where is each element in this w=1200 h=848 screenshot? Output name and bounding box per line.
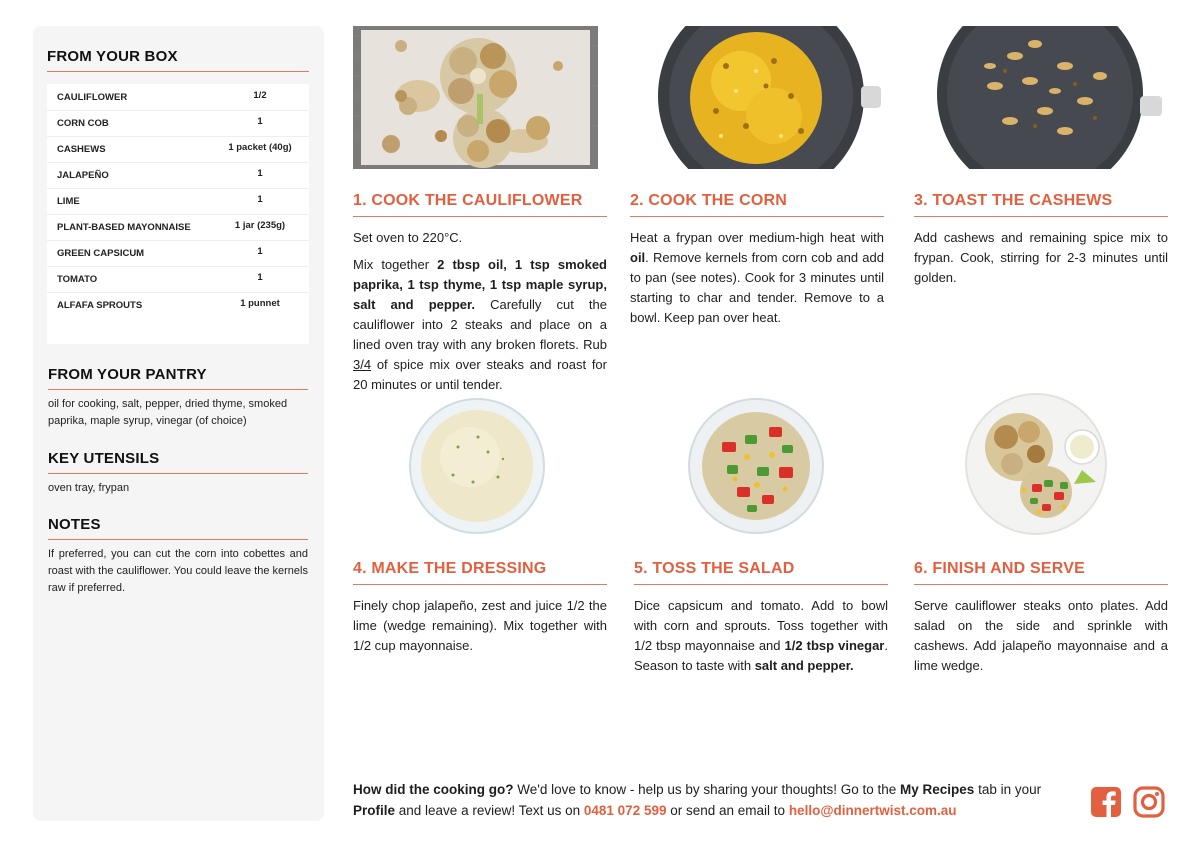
instagram-icon[interactable] (1133, 786, 1165, 818)
ingredient-qty: 1/2 (253, 90, 267, 101)
step-3-text: Add cashews and remaining spice mix to frypan. Cook, stirring for 2-3 minutes until golden. (914, 230, 1168, 285)
step-5-d: salt and pepper. (754, 658, 854, 673)
dressing-bowl-photo (408, 397, 546, 535)
step-5-b: 1/2 tbsp vinegar (784, 638, 885, 653)
footer-text-1: We'd love to know - help us by sharing your thoughts! Go to the (513, 782, 901, 797)
ingredient-name: GREEN CAPSICUM (57, 248, 145, 259)
step-1-e: of spice mix over steaks and roast for 20 minutes or until tender. (353, 357, 607, 392)
cauliflower-tray-photo (353, 26, 598, 169)
table-row (47, 266, 309, 293)
table-row (47, 240, 309, 267)
salad-bowl-photo (687, 397, 825, 535)
table-row (47, 136, 309, 163)
ingredient-name: PLANT-BASED MAYONNAISE (57, 222, 191, 233)
section-rule (48, 389, 308, 390)
table-row (47, 214, 309, 241)
pantry-title: FROM YOUR PANTRY (48, 366, 207, 383)
step-2-title: 2. COOK THE CORN (630, 192, 787, 209)
ingredient-qty: 1 packet (40g) (228, 142, 292, 153)
ingredients-table (47, 84, 309, 344)
step-1-oven: Set oven to 220°C. (353, 230, 463, 245)
phone-link[interactable]: 0481 072 599 (583, 803, 667, 818)
section-rule (47, 71, 309, 72)
step-5-title: 5. TOSS THE SALAD (634, 560, 795, 577)
step-1-instructions (353, 255, 607, 395)
step-1-b: 2 tbsp oil, 1 tsp smoked paprika, 1 tsp thyme, 1 tsp maple syrup, salt and pepper. (353, 257, 607, 312)
notes-title: NOTES (48, 516, 101, 533)
table-row (47, 110, 309, 137)
table-row (47, 84, 309, 111)
facebook-icon[interactable] (1090, 786, 1122, 818)
ingredient-qty: 1 jar (235g) (234, 220, 286, 231)
footer-text-4: or send an email to (666, 803, 789, 818)
ingredients-sidebar (33, 26, 324, 821)
ingredient-qty: 1 punnet (240, 298, 280, 309)
step-rule (914, 216, 1168, 217)
utensils-text: oven tray, frypan (48, 482, 130, 494)
step-rule (630, 216, 884, 217)
utensils-title: KEY UTENSILS (48, 450, 160, 467)
table-row (47, 162, 309, 189)
step-1-c: Carefully cut the cauliflower into 2 steaks and place on a lined oven tray with any broken florets. Rub (353, 297, 607, 352)
step-rule (353, 216, 607, 217)
step-3-title: 3. TOAST THE CASHEWS (914, 192, 1113, 209)
my-recipes-link[interactable]: My Recipes (900, 782, 975, 797)
ingredient-qty: 1 (257, 194, 263, 205)
step-1-d: 3/4 (353, 357, 372, 372)
step-4-text: Finely chop jalapeño, zest and juice 1/2 the lime (wedge remaining). Mix together with 1/2 cup mayonnaise. (353, 598, 607, 653)
cashews-frypan-photo (935, 26, 1165, 169)
finished-plate-photo (964, 392, 1109, 537)
step-2-a: Heat a frypan over medium-high heat with (630, 230, 884, 245)
ingredient-qty: 1 (257, 246, 263, 257)
step-1-text (353, 228, 607, 395)
profile-link[interactable]: Profile (353, 803, 396, 818)
ingredient-name: TOMATO (57, 274, 98, 285)
ingredient-qty: 1 (257, 116, 263, 127)
step-5-text (634, 596, 888, 676)
notes-text: If preferred, you can cut the corn into cobettes and roast with the cauliflower. You could leave the kernels raw if preferred. (48, 548, 308, 594)
ingredient-qty: 1 (257, 168, 263, 179)
section-rule (48, 473, 308, 474)
from-your-box-title: FROM YOUR BOX (47, 48, 178, 65)
pantry-text: oil for cooking, salt, pepper, dried thyme, smoked paprika, maple syrup, vinegar (of choice) (48, 398, 288, 427)
ingredient-name: CORN COB (57, 118, 109, 129)
step-5-c: . Season to taste with (634, 638, 888, 673)
ingredient-name: ALFAFA SPROUTS (57, 300, 143, 311)
step-rule (634, 584, 888, 585)
step-2-b: oil (630, 250, 646, 265)
step-2-c: . Remove kernels from corn cob and add to pan (see notes). Cook for 3 minutes until starting to char and tender. Remove to a bowl. Keep pan over heat. (630, 250, 884, 325)
table-row (47, 292, 309, 318)
step-2-text (630, 228, 884, 328)
ingredient-name: LIME (57, 196, 80, 207)
step-5-a: Dice capsicum and tomato. Add to bowl with corn and sprouts. Toss together with 1/2 tbsp mayonnaise and (634, 598, 888, 653)
ingredient-qty: 1 (257, 272, 263, 283)
ingredient-name: CASHEWS (57, 144, 106, 155)
step-rule (353, 584, 607, 585)
table-row (47, 188, 309, 215)
ingredient-name: JALAPEÑO (57, 170, 109, 181)
ingredient-name: CAULIFLOWER (57, 92, 128, 103)
step-1-title: 1. COOK THE CAULIFLOWER (353, 192, 583, 209)
step-rule (914, 584, 1168, 585)
feedback-footer (353, 779, 1073, 821)
footer-text-2: tab in your (974, 782, 1042, 797)
step-1-a: Mix together (353, 257, 438, 272)
email-link[interactable]: hello@dinnertwist.com.au (788, 803, 957, 818)
footer-text-3: and leave a review! Text us on (395, 803, 584, 818)
step-6-text: Serve cauliflower steaks onto plates. Add salad on the side and sprinkle with cashews. Add jalapeño mayonnaise and a lime wedge. (914, 598, 1168, 673)
step-6-title: 6. FINISH AND SERVE (914, 560, 1085, 577)
footer-question: How did the cooking go? (353, 782, 514, 797)
step-4-title: 4. MAKE THE DRESSING (353, 560, 547, 577)
corn-frypan-photo (656, 26, 881, 169)
section-rule (48, 539, 308, 540)
